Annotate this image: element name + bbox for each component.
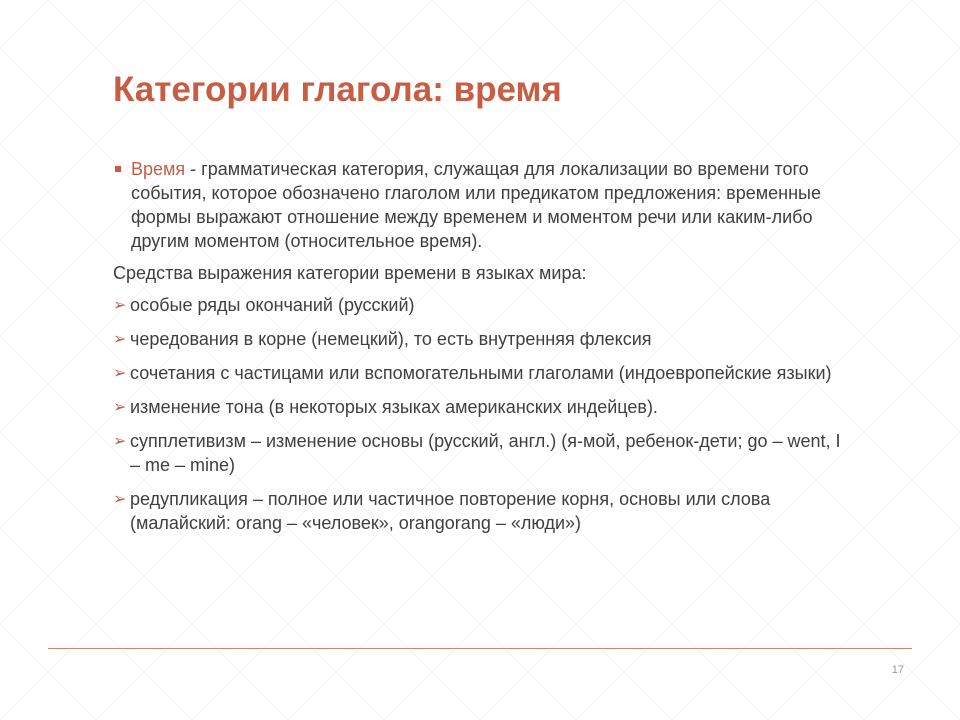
definition-bullet (113, 157, 853, 253)
list-item (113, 395, 853, 419)
page-number: 17 (891, 664, 904, 676)
list-item (113, 327, 853, 351)
arrow-bullet-icon: ➢ (113, 489, 127, 508)
intro-paragraph: Средства выражения категории времени в языках мира: (113, 263, 587, 283)
definition-term: Время (131, 159, 186, 179)
list-item-text: особые ряды окончаний (русский) (130, 295, 415, 315)
list-item-text: супплетивизм – изменение основы (русский, англ.) (я-мой, ребенок-дети; go – went, I – me – mine) (130, 431, 841, 475)
list-item (113, 429, 853, 477)
list-item (113, 487, 853, 535)
definition-text: - грамматическая категория, служащая для локализации во времени того события, которое обозначено глаголом или предикатом предложения: временные формы выражают отношение между временем и моментом речи или каким-либо другим моментом (относительное время). (131, 159, 821, 251)
arrow-bullet-icon: ➢ (113, 397, 127, 416)
footer-divider (48, 648, 912, 649)
list-item (113, 361, 853, 385)
arrow-bullet-icon: ➢ (113, 363, 127, 382)
list-item-text: редупликация – полное или частичное повторение корня, основы или слова (малайский: orang – «человек», orangorang – «люди») (130, 489, 771, 533)
arrow-bullet-icon: ➢ (113, 329, 127, 348)
list-item (113, 293, 853, 317)
slide-content (113, 157, 853, 545)
list-item-text: сочетания с частицами или вспомогательными глаголами (индоевропейские языки) (130, 363, 832, 383)
arrow-bullet-icon: ➢ (113, 295, 127, 314)
list-item-text: чередования в корне (немецкий), то есть внутренняя флексия (130, 329, 652, 349)
arrow-bullet-icon: ➢ (113, 431, 127, 450)
square-bullet-icon (115, 166, 121, 172)
list-item-text: изменение тона (в некоторых языках американских индейцев). (130, 397, 658, 417)
slide-title: Категории глагола: время (113, 70, 562, 109)
